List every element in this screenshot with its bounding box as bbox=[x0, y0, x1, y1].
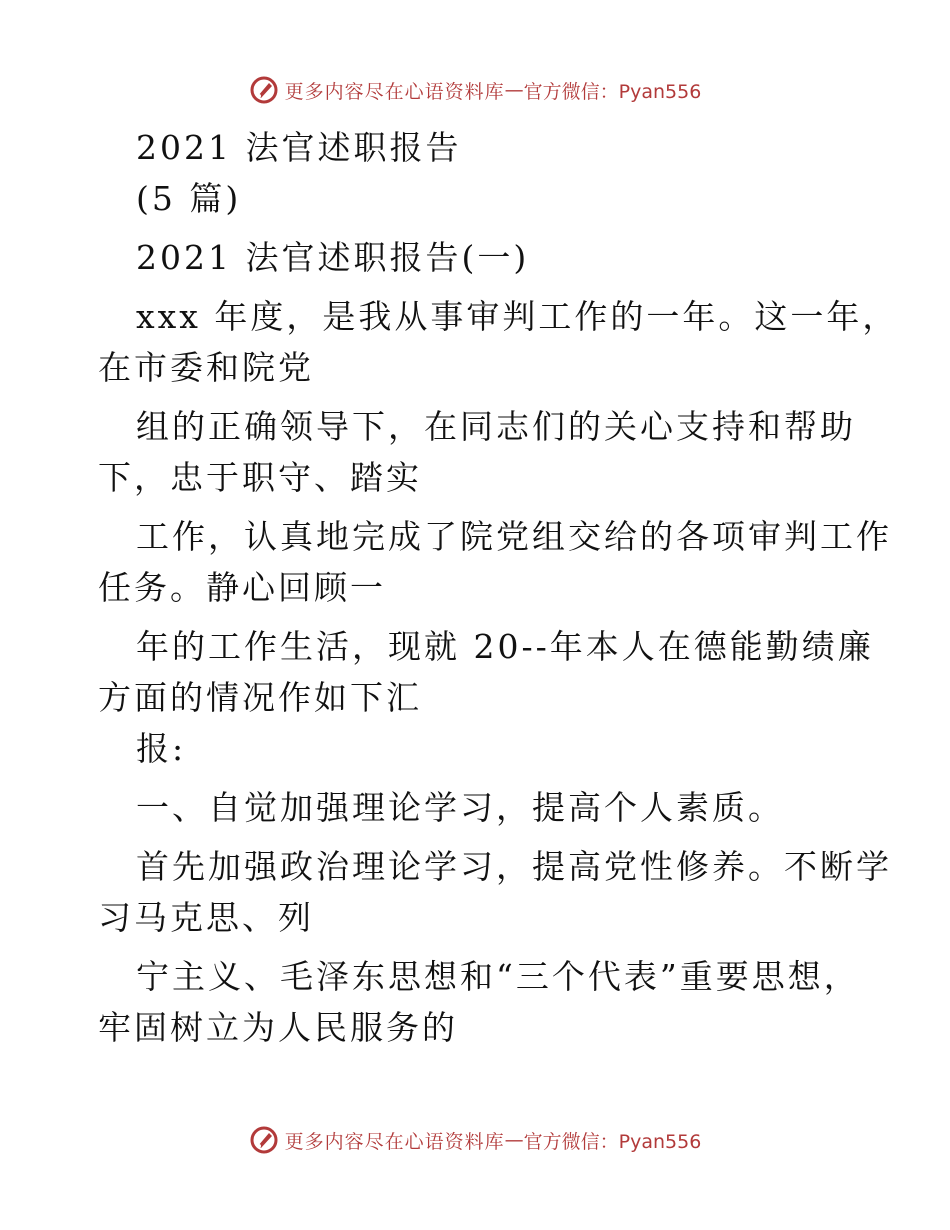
paragraph-line: 习马克思、列 bbox=[98, 898, 314, 937]
paragraph-line: 方面的情况作如下汇 bbox=[98, 678, 422, 717]
section-heading: 一、自觉加强理论学习，提高个人素质。 bbox=[136, 788, 784, 827]
banner-separator: — bbox=[504, 1129, 524, 1151]
paragraph-line: 宁主义、毛泽东思想和“三个代表”重要思想， bbox=[136, 957, 860, 996]
pen-logo-icon bbox=[249, 1125, 279, 1155]
banner-separator: — bbox=[504, 79, 524, 101]
banner-wechat: 官方微信：Pyan556 bbox=[523, 80, 702, 103]
paragraph-line: 年的工作生活，现就 20--年本人在德能勤绩廉 bbox=[136, 627, 874, 666]
document-subtitle: (5 篇) bbox=[136, 179, 242, 218]
header-banner bbox=[0, 70, 950, 110]
footer-banner bbox=[0, 1120, 950, 1160]
pen-logo-icon bbox=[249, 75, 279, 105]
paragraph-line: 牢固树立为人民服务的 bbox=[98, 1008, 458, 1047]
document-body bbox=[98, 122, 899, 1053]
paragraph-line: 首先加强政治理论学习，提高党性修养。不断学 bbox=[136, 847, 892, 886]
paragraph-line: 在市委和院党 bbox=[98, 348, 314, 387]
paragraph-line: 下，忠于职守、踏实 bbox=[98, 458, 422, 497]
document-title: 2021 法官述职报告 bbox=[136, 128, 462, 167]
paragraph-line: 任务。静心回顾一 bbox=[98, 568, 386, 607]
paragraph-line: xxx 年度，是我从事审判工作的一年。这一年， bbox=[136, 297, 899, 336]
section-title: 2021 法官述职报告(一) bbox=[136, 238, 530, 277]
banner-text: 更多内容尽在心语资料库 bbox=[284, 1130, 505, 1153]
paragraph-line: 组的正确领导下，在同志们的关心支持和帮助 bbox=[136, 407, 856, 446]
banner-wechat: 官方微信：Pyan556 bbox=[523, 1130, 702, 1153]
paragraph-line: 报: bbox=[136, 729, 187, 768]
paragraph-line: 工作，认真地完成了院党组交给的各项审判工作 bbox=[136, 517, 892, 556]
banner-text: 更多内容尽在心语资料库 bbox=[284, 80, 505, 103]
